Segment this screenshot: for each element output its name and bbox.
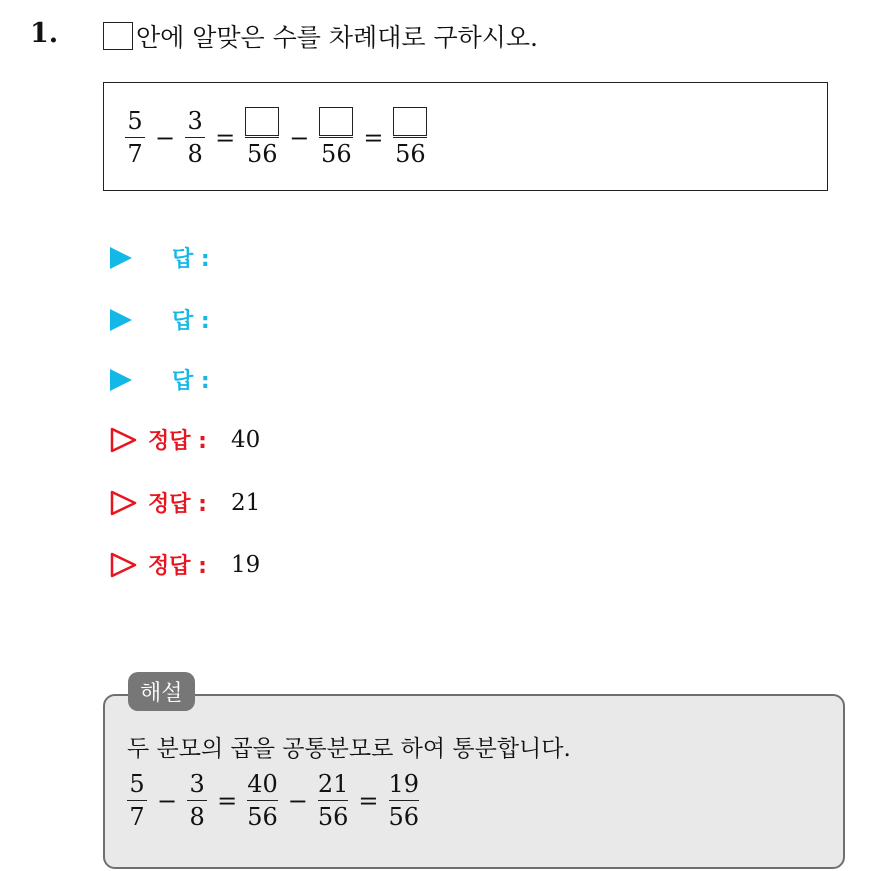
equals-sign: = [363, 123, 384, 152]
blank-fraction-3 [393, 105, 427, 170]
denominator: 56 [388, 803, 420, 831]
answer-row-1[interactable] [110, 242, 210, 273]
numerator-blank-slot [319, 105, 353, 137]
minus-sign: − [157, 786, 178, 815]
fraction-3-8 [185, 105, 205, 170]
play-arrow-icon [110, 309, 132, 331]
fraction-21-56 [318, 768, 349, 833]
answer-label: 답 : [172, 247, 210, 272]
numerator-blank-slot [393, 105, 427, 137]
minus-sign: − [287, 786, 308, 815]
equals-sign: = [215, 123, 236, 152]
outline-triangle-icon [110, 490, 138, 516]
answer-row-2[interactable] [110, 304, 210, 335]
blank-fraction-2 [319, 105, 353, 170]
numerator: 5 [129, 770, 145, 798]
fraction-19-56 [389, 768, 420, 833]
denominator: 56 [246, 140, 278, 168]
numerator: 3 [187, 107, 203, 135]
outline-triangle-icon [110, 427, 138, 453]
answer-label: 답 : [172, 309, 210, 334]
fraction-3-8 [187, 768, 207, 833]
equation-box [103, 82, 828, 191]
denominator: 7 [127, 140, 143, 168]
numerator: 5 [127, 107, 143, 135]
play-arrow-icon [110, 247, 132, 269]
correct-answer-value: 19 [230, 551, 261, 578]
correct-answer-value: 21 [230, 489, 261, 516]
numerator: 21 [317, 770, 349, 798]
numerator: 19 [388, 770, 420, 798]
question-number: 1. [30, 18, 59, 49]
fraction-40-56 [247, 768, 278, 833]
blank-input-1[interactable] [245, 107, 279, 136]
explanation-equation [124, 768, 422, 833]
correct-answer-row-2 [110, 487, 260, 518]
correct-answer-row-3 [110, 549, 260, 580]
numerator-blank-slot [245, 105, 279, 137]
answer-row-3[interactable] [110, 364, 210, 395]
equals-sign: = [217, 786, 238, 815]
blank-input-2[interactable] [319, 107, 353, 136]
denominator: 56 [247, 803, 278, 831]
equals-sign: = [358, 786, 379, 815]
question-prompt-line [103, 18, 538, 54]
answer-label: 답 : [172, 369, 210, 394]
minus-sign: − [155, 123, 176, 152]
numerator: 40 [247, 770, 278, 798]
denominator: 8 [189, 803, 205, 831]
equation [122, 105, 430, 170]
denominator: 7 [129, 803, 145, 831]
outline-triangle-icon [110, 552, 138, 578]
minus-sign: − [289, 123, 310, 152]
correct-answer-label: 정답 : [148, 492, 207, 517]
correct-answer-label: 정답 : [148, 429, 207, 454]
blank-box-icon [103, 22, 133, 50]
denominator: 8 [187, 140, 203, 168]
correct-answer-value: 40 [230, 426, 261, 453]
denominator: 56 [317, 803, 349, 831]
explanation-tag: 해설 [128, 672, 195, 711]
fraction-5-7 [127, 768, 147, 833]
blank-input-3[interactable] [393, 107, 427, 136]
question-prompt: 안에 알맞은 수를 차례대로 구하시오. [136, 23, 538, 52]
denominator: 56 [395, 140, 426, 168]
denominator: 56 [321, 140, 352, 168]
explanation-text: 두 분모의 곱을 공통분모로 하여 통분합니다. [127, 736, 571, 762]
correct-answer-row-1 [110, 424, 260, 455]
correct-answer-label: 정답 : [148, 554, 207, 579]
numerator: 3 [189, 770, 205, 798]
blank-fraction-1 [245, 105, 279, 170]
play-arrow-icon [110, 369, 132, 391]
fraction-5-7 [125, 105, 145, 170]
